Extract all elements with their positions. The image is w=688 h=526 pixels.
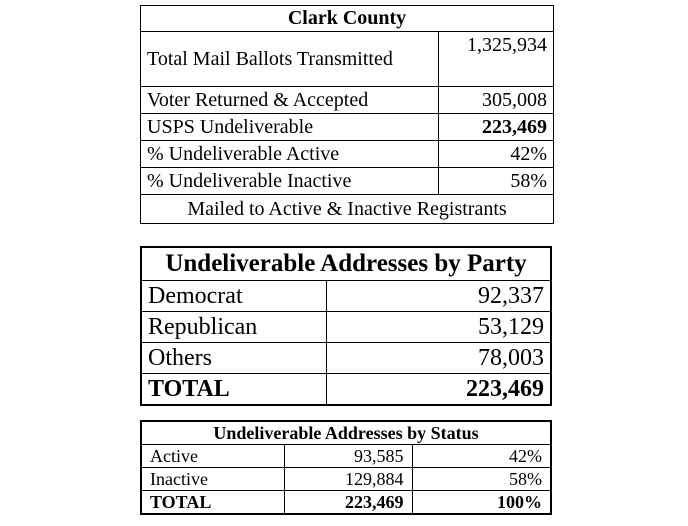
table-row [141,114,554,141]
row-value: 78,003 [326,343,551,374]
clark-county-table [140,5,554,224]
row-label: Democrat [141,281,326,312]
row-value: 1,325,934 [439,32,554,87]
row-label: % Undeliverable Active [141,141,439,168]
row-value: 92,337 [326,281,551,312]
row-label: Inactive [141,468,284,491]
table-row [141,32,554,87]
table-title: Undeliverable Addresses by Status [141,421,551,445]
row-label: Voter Returned & Accepted [141,87,439,114]
row-count: 129,884 [284,468,412,491]
row-label: % Undeliverable Inactive [141,168,439,195]
table-total-row [141,374,551,406]
table-row [141,281,551,312]
status-table [140,420,552,515]
table-row [141,141,554,168]
row-value: 42% [439,141,554,168]
row-value: 223,469 [439,114,554,141]
row-label: USPS Undeliverable [141,114,439,141]
table-title-row [141,247,551,281]
table-title-row [141,6,554,32]
table-row [141,343,551,374]
row-percent: 42% [412,445,551,468]
table-title-row [141,421,551,445]
table-footer: Mailed to Active & Inactive Registrants [141,195,554,224]
table-footer-row [141,195,554,224]
table-total-row [141,491,551,515]
row-count: 223,469 [284,491,412,515]
row-value: 58% [439,168,554,195]
row-label: TOTAL [141,374,326,406]
row-count: 93,585 [284,445,412,468]
row-percent: 58% [412,468,551,491]
row-value: 223,469 [326,374,551,406]
row-label: Others [141,343,326,374]
row-value: 53,129 [326,312,551,343]
table-row [141,87,554,114]
table-row [141,445,551,468]
row-label: TOTAL [141,491,284,515]
table-row [141,468,551,491]
row-value: 305,008 [439,87,554,114]
party-table [140,246,552,406]
row-label: Active [141,445,284,468]
row-percent: 100% [412,491,551,515]
table-title: Undeliverable Addresses by Party [141,247,551,281]
table-row [141,312,551,343]
table-title: Clark County [141,6,554,32]
row-label: Republican [141,312,326,343]
row-label: Total Mail Ballots Transmitted [141,32,439,87]
table-row [141,168,554,195]
